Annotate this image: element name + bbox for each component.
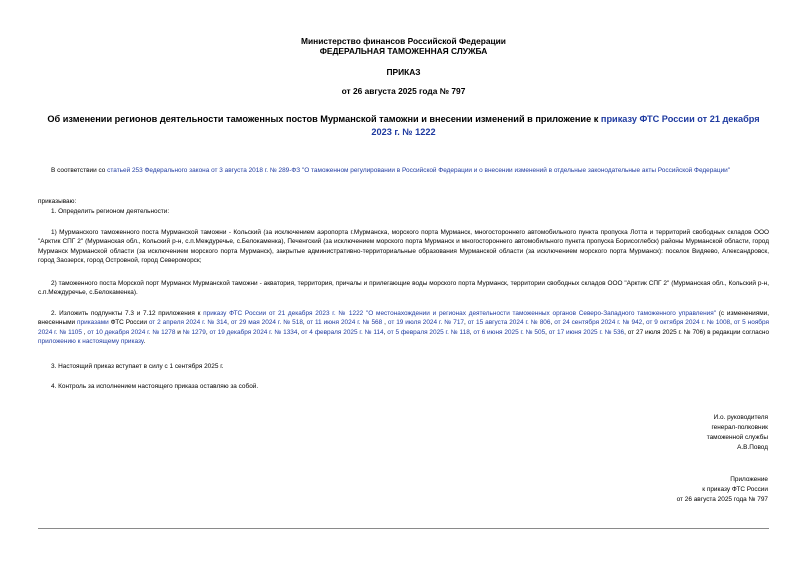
item-4: 4. Контроль за исполнением настоящего приказа оставляю за собой.: [51, 383, 259, 390]
order-806-link[interactable]: от 15 августа 2024 г. № 806: [467, 319, 551, 327]
item-2: [38, 309, 769, 346]
order-1334-link[interactable]: от 19 декабря 2024 г. № 1334: [209, 328, 298, 336]
item-1-subitem-1: 1) Мурманского таможенного поста Мурманской таможни - Кольский (за исключением аэропорта г.Мурманска, морского порта Мурманск, многостороннего автомобильного пункта пропуска Лотта и территорий свободных складов ООО "Арктик СПГ 2" (Мурманская обл., Кольский р-н, с.п.Междуречье, с.Белокаменка), Печенгский (за исключением морского порта Мурманск и многостороннего автомобильного пункта пропуска Борисоглебск) районы Мурманской области, город Мурманск Мурманской области (за исключением морского порта Мурманск), закрытые административно-территориальные образования Мурманской области (за исключением морского порта Мурманск): поселок Видяево, Александровск, город Заозерск, город Островной, город Североморск;: [38, 229, 769, 265]
signature-service: таможенной службы: [706, 434, 768, 442]
item-1: 1. Определить регионом деятельности:: [51, 208, 170, 215]
order-114-link[interactable]: от 4 февраля 2025 г. № 114: [301, 328, 384, 336]
item-1-subitem-2: 2) таможенного поста Морской порт Мурманск Мурманской таможни - акватория, территория, причалы и прилегающие воды морского порта Мурманск, территории свободных складов ООО "Арктик СПГ 2" (Мурманская обл., Кольский р-н, с.п.Междуречье, с.Белокаменка).: [38, 280, 769, 297]
item-2-text: и: [175, 328, 183, 336]
document-date-number: от 26 августа 2025 года № 797: [341, 86, 466, 96]
order-314-link[interactable]: от 2 апреля 2024 г. № 314: [148, 319, 228, 327]
item-2-text: ,: [463, 319, 468, 327]
order-1222-link[interactable]: приказу ФТС России от 21 декабря 2023 г. № 1222 "О местонахождении и регионах деятельности таможенных органов Северо-Западного таможенного управления": [203, 310, 717, 317]
appendix-block: [568, 475, 768, 505]
appendix-link[interactable]: приложению к настоящему приказу: [38, 338, 144, 346]
item-2-text: ,: [383, 328, 388, 336]
order-536-link[interactable]: от 17 июня 2025 г. № 536: [548, 328, 625, 336]
item-2-text: ,: [297, 328, 302, 336]
item-2-text: ,: [469, 328, 474, 336]
ministry-name: Министерство финансов Российской Федерации: [301, 36, 506, 46]
preamble-paragraph: [38, 166, 769, 175]
orders-link[interactable]: приказами: [77, 319, 109, 327]
item-2-text: ,: [545, 328, 549, 336]
item-2-text: ,: [642, 319, 646, 327]
document-title: [36, 113, 771, 138]
appendix-label: Приложение: [730, 476, 768, 483]
order-118-link[interactable]: от 5 февраля 2025 г. № 118: [387, 328, 470, 336]
title-text: Об изменении регионов деятельности таможенных постов Мурманской таможни и внесении изменений в приложение к: [47, 114, 601, 124]
item-2-text: (с изменениями, внесенными: [38, 310, 770, 327]
order-1105-link[interactable]: от 5 ноября 2024 г. № 1105: [38, 319, 769, 336]
order-518-link[interactable]: от 29 мая 2024 г. № 518: [230, 319, 303, 327]
federal-law-link[interactable]: статьей 253 Федерального закона от 3 августа 2018 г. № 289-ФЗ "О таможенном регулировании в Российской Федерации и о внесении изменений в отдельные законодательные акты Российской Федерации": [107, 167, 731, 174]
order-568-link[interactable]: от 11 июня 2024 г. № 568: [306, 319, 383, 327]
appendix-ref: к приказу ФТС России: [702, 486, 768, 494]
divider: [38, 528, 769, 529]
signature-name: А.В.Повод: [737, 444, 768, 452]
signature-rank: генерал-полковник: [711, 424, 768, 432]
order-1008-link[interactable]: от 9 октября 2024 г. № 1008: [645, 319, 731, 327]
signature-block: [568, 413, 768, 453]
item-2-text: ,: [302, 319, 307, 327]
order-717-link[interactable]: от 19 июля 2024 г. № 717: [387, 319, 464, 327]
item-2-text: .: [143, 338, 146, 346]
item-2-text: ,: [382, 319, 388, 327]
appendix-date: от 26 августа 2025 года № 797: [676, 496, 768, 504]
preamble-text: В соответствии со: [51, 167, 108, 174]
order-942-link[interactable]: от 24 сентября 2024 г. № 942: [554, 319, 643, 327]
item-2-text: , от 27 июля 2025 г. № 706) в редакции согласно: [624, 328, 770, 336]
item-2-text: ,: [81, 328, 88, 336]
item-2-text: ФТС России: [108, 319, 149, 327]
item-2-text: ,: [550, 319, 555, 327]
order-1278-link[interactable]: от 10 декабря 2024 г. № 1278: [87, 328, 176, 336]
item-2-text: ,: [227, 319, 231, 327]
order-word: приказываю:: [38, 198, 77, 205]
title-order-link[interactable]: приказу ФТС России от 21 декабря 2023 г. № 1222: [371, 114, 760, 137]
item-2-text: ,: [205, 328, 210, 336]
order-505-link[interactable]: от 6 июня 2025 г. № 505: [473, 328, 546, 336]
item-2-text: ,: [730, 319, 734, 327]
item-2-text: 2. Изложить подпункты 7.3 и 7.12 приложения к: [51, 310, 204, 317]
service-name: ФЕДЕРАЛЬНАЯ ТАМОЖЕННАЯ СЛУЖБА: [319, 46, 488, 56]
signature-position: И.о. руководителя: [713, 414, 768, 421]
item-3: 3. Настоящий приказ вступает в силу с 1 сентября 2025 г.: [51, 363, 224, 370]
order-1279-link[interactable]: № 1279: [182, 328, 206, 336]
document-type: ПРИКАЗ: [386, 67, 421, 77]
